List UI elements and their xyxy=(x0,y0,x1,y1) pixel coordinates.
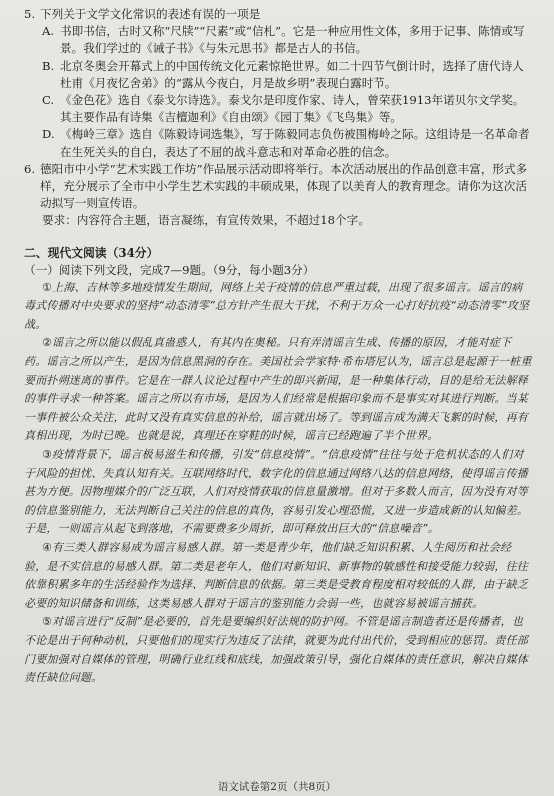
question-6-number: 6. xyxy=(24,161,36,176)
section-2-subsection: （一）阅读下列文段，完成7—9题。（9分，每小题3分） xyxy=(24,262,315,277)
question-5-text: 下列关于文学文化常识的表述有误的一项是 xyxy=(40,7,261,21)
option-text: 书即书信，古时又称“尺牍”“尺素”或“信札”。它是一种应用性文体，多用于记事、陈情或写景。我们学过的《诫子书》《与朱元思书》都是古人的书信。 xyxy=(60,24,525,56)
question-5-option-c xyxy=(24,92,532,126)
reading-paragraph-4: ④有三类人群容易成为谣言易感人群。第一类是青少年，他们缺乏知识积累、人生阅历和社会经验，是不实信息的易感人群。第二类是老年人，他们对新知识、新事物的敏感性和接受能力较弱，往往依靠积累多年的生活经验作为选择、判断信息的依据。第三类是受教育程度相对较低的人群，由于缺乏必要的知识储备和训练，这类易感人群对于谣言的鉴别能力会弱一些，也就容易被谣言捕获。 xyxy=(24,540,528,610)
option-letter: D. xyxy=(42,127,55,142)
question-5-stem xyxy=(24,6,532,23)
question-5-option-a xyxy=(24,23,532,57)
question-5-option-b xyxy=(24,58,532,92)
option-letter: A. xyxy=(42,24,55,39)
section-2-title: 二、现代文阅读（34分） xyxy=(24,245,159,260)
question-6-requirement: 要求：内容符合主题，语言凝练，有宣传效果，不超过18个字。 xyxy=(42,213,370,228)
reading-paragraph-1: ①上海、吉林等多地疫情发生期间，网络上关于疫情的信息严重过载，出现了很多谣言。谣言的病毒式传播对中央要求的坚持“动态清零”总方针产生很大干扰，不利于万众一心打好抗疫“动态清零”攻坚战。 xyxy=(24,280,530,331)
question-6 xyxy=(24,161,532,213)
reading-paragraph-3: ③疫情背景下，谣言极易滋生和传播，引发“信息疫情”。“信息疫情”往往与处于危机状态的人们对于风险的担忧、失真认知有关。互联网络时代，数字化的信息通过网络八达的信息网络，使得谣言传播甚为方便。因物理媒介的广泛互联，人们对疫情获取的信息量激增。但对于多数人而言，因为没有对等的信息鉴别能力，无法判断自己关注的信息的真伪，容易引发心理恐慌，又进一步造成新的认知偏差。于是，一则谣言从起飞到落地，不需要费多少周折，即可释放出巨大的“信息噪音”。 xyxy=(24,447,528,536)
option-text: 《梅岭三章》选自《陈毅诗词选集》，写于陈毅同志负伤被围梅岭之际。这组诗是一名革命者在生死关头的自白，表达了不屈的战斗意志和对革命必胜的信念。 xyxy=(60,127,530,159)
page-footer: 语文试卷第2页（共8页） xyxy=(217,781,337,793)
question-5-number: 5. xyxy=(24,7,36,21)
reading-paragraph-2: ②谣言之所以能以假乱真蛊惑人，有其内在奥秘。只有弄清谣言生成、传播的原因，才能对症下药。谣言之所以产生，是因为信息黑洞的存在。美国社会学家特·希布塔尼认为，谣言总是起源于一桩重要而扑朔迷离的事件。它是在一群人议论过程中产生的即兴新闻，是一种集体行动，目的是给无法解释的事件寻求一种答案。谣言之所以有市场，是因为人们经常是根据印象而不是事实对其进行判断。当某一事件被公众关注，此时又没有真实信息的补给，谣言就出场了。等到谣言成为满天飞絮的时候，再有真相出现，为时已晚。也就是说，真理还在穿鞋的时候，谣言已经跑遍了半个世界。 xyxy=(24,336,532,443)
option-text: 北京冬奥会开幕式上的中国传统文化元素惊艳世界。如二十四节气倒计时，选择了唐代诗人杜甫《月夜忆舍弟》的“露从今夜白，月是故乡明”表现白露时节。 xyxy=(60,58,524,90)
option-letter: C. xyxy=(42,93,55,108)
question-5-option-d xyxy=(24,126,532,160)
question-6-text: 德阳市中小学“艺术实践工作坊”作品展示活动即将举行。本次活动展出的作品创意丰富，形式多样，充分展示了全市中小学生艺术实践的丰硕成果，体现了以美育人的教育理念。请你为这次活动拟写一则宣传语。 xyxy=(40,161,528,211)
reading-paragraph-5: ⑤对谣言进行“反制”是必要的，首先是要编织好法规的防护网。不管是谣言制造者还是传播者，也不论是出于何种动机，只要他们的现实行为违反了法律，就要为此付出代价，受到相应的惩罚。责任部门要加强对自媒体的管理，明确行业红线和底线，加强政策引导，强化自媒体的责任意识，解决自媒体责任缺位问题。 xyxy=(24,615,528,685)
option-letter: B. xyxy=(42,58,55,73)
option-text: 《金色花》选自《泰戈尔诗选》。泰戈尔是印度作家、诗人，曾荣获1913年诺贝尔文学奖。其主要作品有诗集《吉檀迦利》《自由颂》《园丁集》《飞鸟集》等。 xyxy=(60,93,525,125)
